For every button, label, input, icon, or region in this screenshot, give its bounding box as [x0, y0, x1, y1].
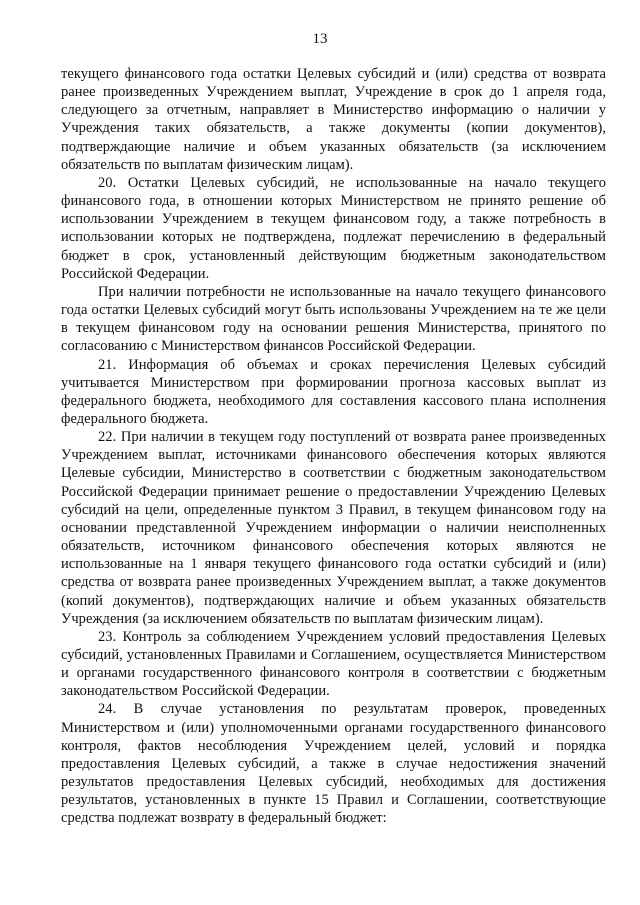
page-number: 13 — [312, 31, 328, 47]
document-body — [61, 65, 606, 828]
paragraph-20: 20. Остатки Целевых субсидий, не использованные на начало текущего финансового года, в отношении которых Министерством не принято решение об использовании Учреждением в текущем финансовом году, а также потребность в использовании которых не подтверждена, подлежат перечислению в федеральный бюджет в срок, установленный действующим бюджетным законодательством Российской Федерации. — [61, 174, 606, 282]
paragraph-23: 23. Контроль за соблюдением Учреждением условий предоставления Целевых субсидий, установленных Правилами и Соглашением, осуществляется Министерством и органами государственного финансового контроля в соответствии с бюджетным законодательством Российской Федерации. — [61, 628, 606, 700]
paragraph-continuation: текущего финансового года остатки Целевых субсидий и (или) средства от возврата ранее произведенных Учреждением выплат, Учреждение в срок до 1 апреля года, следующего за отчетным, направляет в Министерство информацию о наличии у Учреждения таких обязательств, а также документы (копии документов), подтверждающие наличие и объем указанных обязательств (за исключением обязательств по выплатам физическим лицам). — [61, 66, 606, 173]
paragraph-21: 21. Информация об объемах и сроках перечисления Целевых субсидий учитывается Министерством при формировании прогноза кассовых выплат из федерального бюджета, необходимого для составления кассового плана исполнения федерального бюджета. — [61, 356, 606, 427]
paragraph-24: 24. В случае установления по результатам проверок, проведенных Министерством и (или) уполномоченными органами государственного финансового контроля, фактов несоблюдения Учреждением целей, условий и порядка предоставления Целевых субсидий, а также в случае недостижения значений результатов предоставления Целевых субсидий, необходимых для достижения результатов, установленных в пункте 15 Правил и Соглашении, соответствующие средства подлежат возврату в федеральный бюджет: — [61, 701, 606, 827]
paragraph-20-continued: При наличии потребности не использованные на начало текущего финансового года остатки Целевых субсидий могут быть использованы Учреждением на те же цели в текущем финансовом году на основании решения Министерства, принятого по согласованию с Министерством финансов Российской Федерации. — [61, 283, 606, 355]
paragraph-22: 22. При наличии в текущем году поступлений от возврата ранее произведенных Учреждением выплат, источниками финансового обеспечения которых являются Целевые субсидии, Министерство в соответствии с бюджетным законодательством Российской Федерации принимает решение о предоставлении Учреждению Целевых субсидий на цели, определенные пунктом 3 Правил, в текущем финансовом году на основании представленной Учреждением информации о наличии неисполненных обязательств, источником финансового обеспечения которых являются не использованные на 1 января текущего финансового года остатки субсидий и (или) средства от возврата ранее произведенных Учреждением выплат, а также документов (копий документов), подтверждающих наличие и объем указанных обязательств Учреждения (за исключением обязательств по выплатам физическим лицам). — [61, 429, 606, 627]
